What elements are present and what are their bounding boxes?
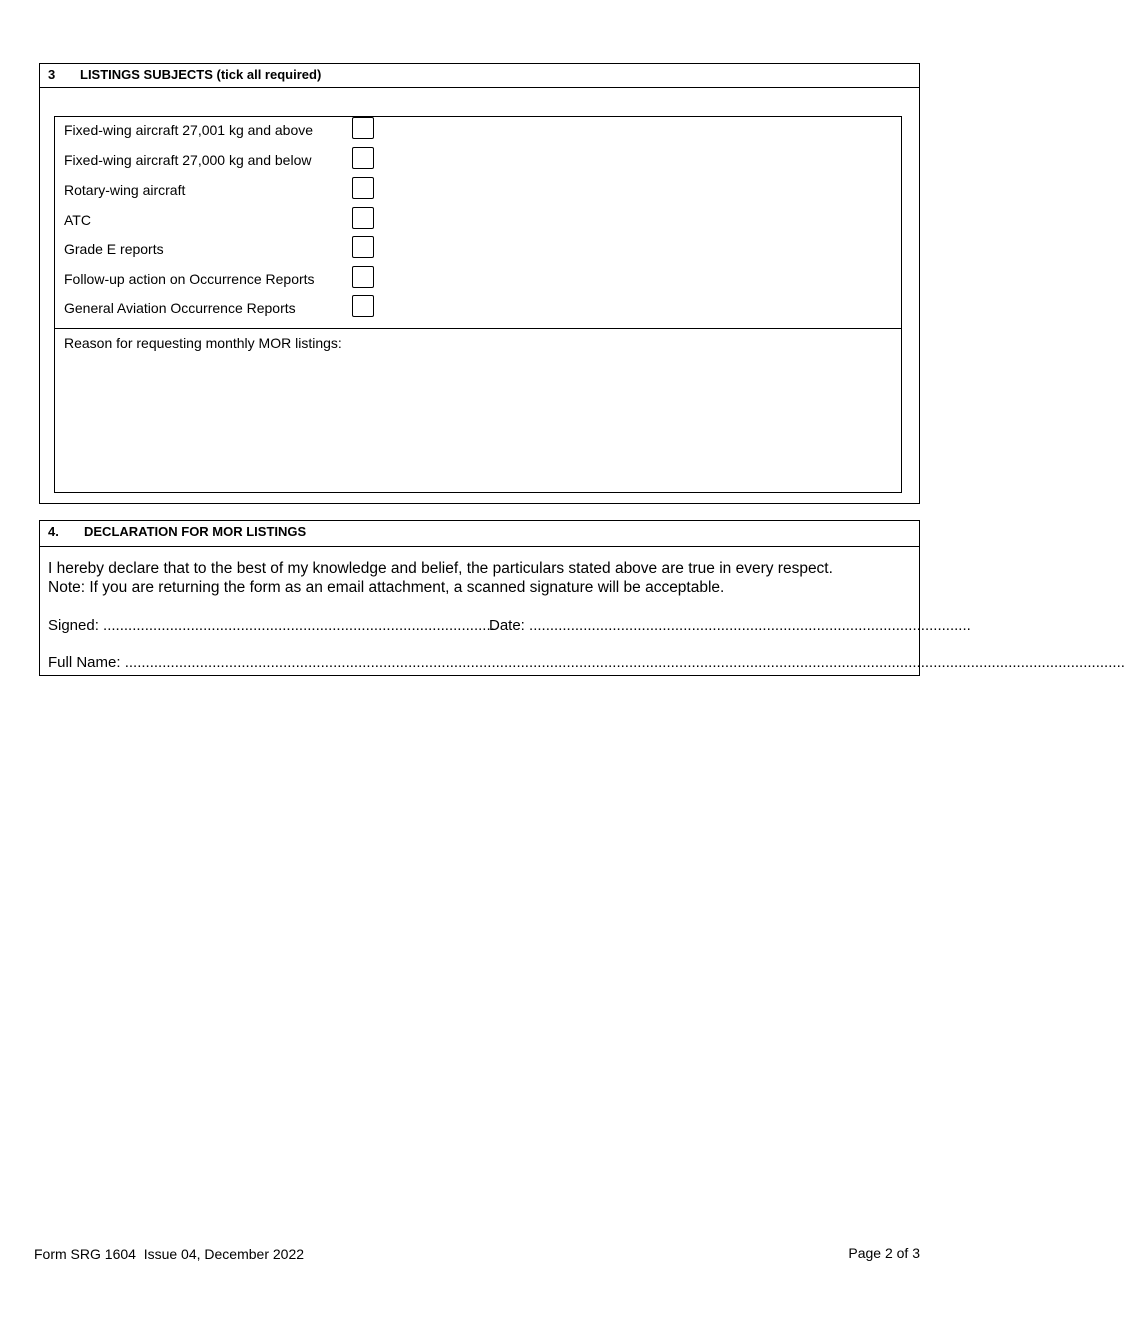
section-4-number: 4. xyxy=(48,524,59,539)
declaration-statement: I hereby declare that to the best of my knowledge and belief, the particulars stated above are true in every respect. xyxy=(48,560,833,577)
subject-label: General Aviation Occurrence Reports xyxy=(64,300,296,316)
form-identifier: Form SRG 1604 Issue 04, December 2022 xyxy=(34,1246,305,1262)
subject-label: Follow-up action on Occurrence Reports xyxy=(64,271,315,287)
section-listings-subjects xyxy=(39,63,920,504)
full-name-dotted-line: ................................................................................................................................................................................................................................................ xyxy=(124,654,1125,671)
subject-label: Rotary-wing aircraft xyxy=(64,182,186,198)
full-name-label: Full Name: xyxy=(48,654,121,671)
subject-checkbox-fixed-wing-above[interactable] xyxy=(352,117,374,139)
section-4-header xyxy=(40,521,919,547)
list-item xyxy=(55,177,901,207)
section-4-title: DECLARATION FOR MOR LISTINGS xyxy=(84,524,307,539)
section-3-number: 3 xyxy=(48,67,56,82)
subjects-list xyxy=(55,117,901,329)
reason-textarea[interactable] xyxy=(55,329,901,493)
date-field[interactable] xyxy=(489,617,971,634)
section-declaration xyxy=(39,520,1125,676)
subjects-box xyxy=(54,116,902,493)
subject-label: Fixed-wing aircraft 27,000 kg and below xyxy=(64,152,312,168)
section-3-title: LISTINGS SUBJECTS (tick all required) xyxy=(80,67,322,82)
signed-dotted-line: .............................................................................................. xyxy=(103,617,495,634)
subject-checkbox-atc[interactable] xyxy=(352,207,374,229)
signed-label: Signed: xyxy=(48,617,99,634)
subject-checkbox-follow-up[interactable] xyxy=(352,266,374,288)
page-number: Page 2 of 3 xyxy=(848,1245,920,1261)
subject-checkbox-rotary-wing[interactable] xyxy=(352,177,374,199)
list-item xyxy=(55,295,901,325)
subject-label: Grade E reports xyxy=(64,241,164,257)
subject-label: ATC xyxy=(64,212,91,228)
list-item xyxy=(55,147,901,177)
list-item xyxy=(55,266,901,296)
signed-field[interactable] xyxy=(48,617,495,634)
subject-checkbox-fixed-wing-below[interactable] xyxy=(352,147,374,169)
section-3-header xyxy=(40,64,919,88)
subject-checkbox-general-aviation[interactable] xyxy=(352,295,374,317)
subject-checkbox-grade-e[interactable] xyxy=(352,236,374,258)
list-item xyxy=(55,236,901,266)
reason-label: Reason for requesting monthly MOR listings: xyxy=(64,335,342,351)
list-item xyxy=(55,207,901,237)
full-name-field[interactable] xyxy=(48,654,1125,671)
subject-label: Fixed-wing aircraft 27,001 kg and above xyxy=(64,122,314,138)
declaration-text xyxy=(48,559,908,597)
date-dotted-line: .......................................................................................................... xyxy=(529,617,971,634)
date-label: Date: xyxy=(489,617,525,634)
declaration-note: Note: If you are returning the form as an email attachment, a scanned signature will be acceptable. xyxy=(48,579,725,596)
list-item xyxy=(55,117,901,147)
